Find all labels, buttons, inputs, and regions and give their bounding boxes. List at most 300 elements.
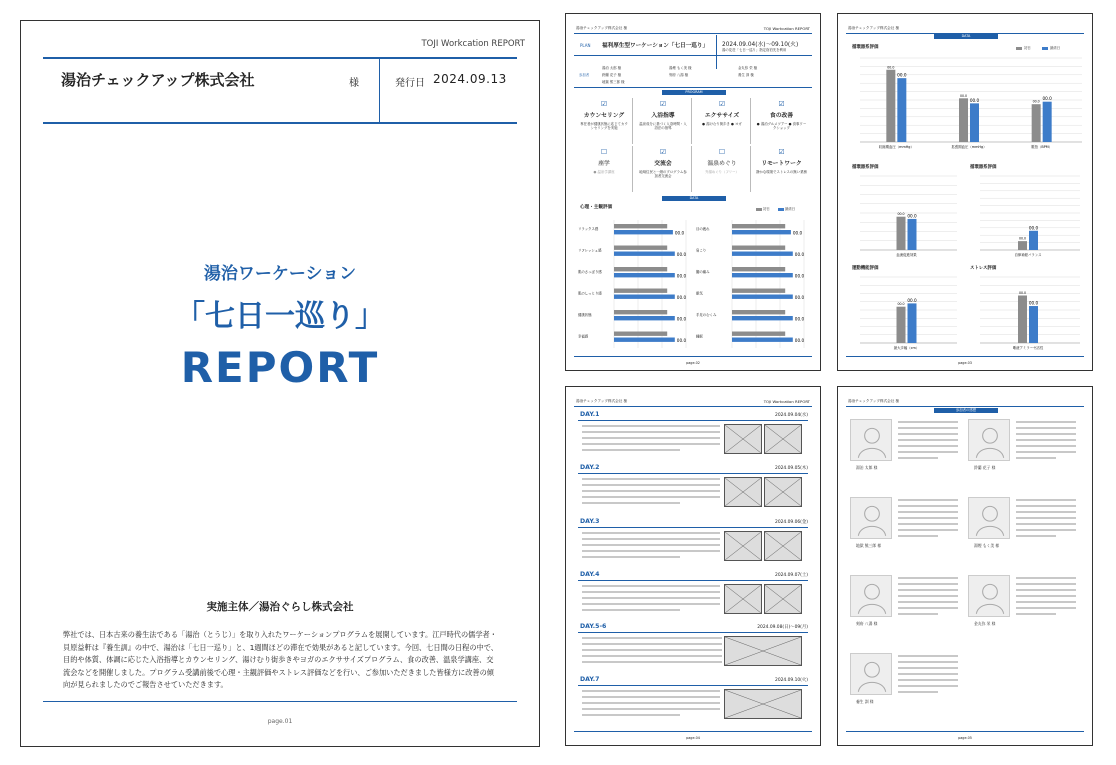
autonomic-chart (966, 172, 1084, 262)
text-line (898, 505, 958, 507)
data-label: 00.0 (897, 212, 905, 217)
program-name: 温泉めぐり (707, 161, 737, 167)
text-line (898, 427, 958, 429)
chart-label: 00.0 (794, 316, 805, 322)
text-line (898, 667, 958, 669)
day-date: 2024.09.07(土) (775, 573, 808, 578)
data-label: 00.0 (907, 297, 917, 303)
chart-label: 00.0 (794, 273, 805, 279)
chart-label: 肩こり (696, 248, 707, 253)
avatar-icon (850, 419, 892, 461)
photo-placeholder-icon (724, 636, 802, 666)
chart-bar (1029, 306, 1038, 343)
data-page (837, 13, 1093, 371)
data-label: 00.0 (897, 72, 907, 78)
category-label: 唾液アミラーゼ活性 (1012, 346, 1044, 350)
text-line (582, 425, 720, 427)
chart-label: 00.0 (794, 252, 805, 257)
program-check-icon: ☑ (659, 100, 667, 108)
chart-bar (1018, 241, 1027, 250)
plan-label: PLAN (580, 43, 591, 48)
rule (846, 731, 1084, 732)
chart-label: 睡眠 (696, 334, 703, 339)
legend-after: 最終日 (785, 207, 796, 211)
chart-bar (614, 295, 675, 299)
motor-chart (846, 273, 961, 355)
page-number: page.02 (686, 361, 700, 365)
text-line (898, 445, 958, 447)
program-item (753, 146, 810, 192)
text-line (898, 451, 958, 453)
person-name: 湯治 太郎 様 (856, 465, 878, 470)
day-rule (578, 473, 808, 474)
text-line (582, 649, 722, 651)
title-line1: 湯治ワーケーション (203, 264, 357, 284)
program-item (635, 98, 692, 144)
text-line (1016, 535, 1056, 537)
day-date: 2024.09.06(金) (775, 520, 808, 525)
text-line (898, 691, 938, 693)
page-number: page.04 (686, 736, 700, 740)
data-label: 00.0 (1018, 236, 1027, 241)
text-line (898, 517, 958, 519)
person-name: 湯煙 もく美 様 (974, 543, 1000, 548)
program-desc: 温泉成分に基づく入浴時間・入浴法の指導 (639, 122, 687, 131)
company-small: 湯治チェックアップ株式会社 様 (848, 26, 900, 30)
divider (379, 59, 380, 123)
text-line (582, 544, 720, 546)
legend-before: 初日 (1024, 46, 1031, 50)
program-check-icon: ☐ (600, 148, 608, 156)
day-rule (578, 527, 808, 528)
photo-placeholder-icon (764, 584, 802, 614)
text-line (582, 591, 720, 593)
photo-placeholder-icon (764, 424, 802, 454)
text-line (898, 535, 938, 537)
header-rule (43, 122, 517, 124)
rule (574, 731, 812, 732)
chart-label: 肌のさっぱり感 (578, 270, 602, 274)
text-line (1016, 433, 1076, 435)
chart5-title: ストレス評価 (970, 266, 997, 271)
day-date: 2024.09.04(水) (775, 413, 808, 418)
chart-label: 00.0 (676, 338, 687, 343)
text-line (582, 538, 720, 540)
chart-bar (614, 338, 675, 342)
chart-bar (614, 246, 667, 250)
program-item (576, 146, 633, 192)
text-line (582, 449, 680, 451)
chart-bar (614, 252, 675, 256)
text-line (582, 550, 720, 552)
person-name: 刻府 八湯 様 (856, 621, 878, 626)
program-item (576, 98, 633, 144)
day-label: DAY.4 (580, 571, 600, 578)
program-page (565, 13, 821, 371)
chart-bar (886, 70, 895, 142)
chart-bar (732, 316, 793, 320)
chart-bar (732, 273, 793, 277)
chart-label: 00.0 (794, 295, 805, 300)
program-check-icon: ☑ (778, 148, 785, 156)
text-line (1016, 439, 1076, 441)
program-desc: ● 湯治グルメツアー ● 食事ワークショップ (756, 122, 807, 131)
avatar-icon (850, 575, 892, 617)
rule (574, 55, 812, 56)
text-line (582, 643, 722, 645)
day-date: 2024.09.08(日)～09(月) (757, 625, 808, 630)
data-banner: DATA (662, 196, 726, 201)
legend-before-swatch (756, 208, 762, 211)
text-line (898, 607, 958, 609)
chart-bar (897, 78, 906, 142)
text-line (1016, 511, 1076, 513)
text-line (898, 511, 958, 513)
data-label: 00.0 (1042, 96, 1052, 102)
participant: 刻府 八湯 様 (669, 73, 689, 77)
chart-bar (614, 267, 667, 271)
text-line (582, 437, 720, 439)
chart-bar (908, 303, 917, 343)
text-line (582, 708, 720, 710)
text-line (582, 609, 680, 611)
person-name: 鈴蘭 花子 様 (974, 465, 996, 470)
chart-label: 00.0 (674, 230, 685, 236)
title-line3: REPORT (180, 343, 380, 392)
photo-placeholder-icon (724, 477, 762, 507)
data-label: 00.0 (887, 65, 895, 70)
psych-title: 心理・主観評価 (580, 205, 613, 210)
plan-title: 福利厚生型ワーケーション「七日一巡り」 (602, 43, 709, 49)
person-name: 養生 訓 様 (856, 699, 874, 704)
day-rule (578, 580, 808, 581)
chart-label: リフレッシュ感 (578, 248, 602, 253)
chart-label: 健康状態 (578, 313, 592, 317)
text-line (1016, 529, 1076, 531)
photo-placeholder-icon (724, 424, 762, 454)
text-line (898, 421, 958, 423)
chart2-title: 循環器系評価 (852, 165, 879, 170)
data-label: 00.0 (1028, 300, 1039, 306)
page-number: page.03 (958, 361, 972, 365)
text-line (898, 613, 938, 615)
participant: 地獄 熊三郎 様 (602, 80, 625, 84)
issue-date: 2024.09.13 (433, 72, 507, 86)
cover-body: 弊社では、日本古来の養生法である「湯治（とうじ）」を取り入れたワーケーションプログラムを展開しています。江戸時代の儒学者・貝原益軒は『養生訓』の中で、湯治は「七日一巡り」と、1週間ほどの滞在で効果があると記しています。今回、七日間の日程の中で、目的や体質、体調に応じた入浴指導とカウンセリング、湯けむり街歩きやヨガのエクササイズプログラム、食の改善、温泉学講座、交流会などを開催しました。プログラム受講前後で心理・主観評価やストレス評価などを行い、ご参加いただきました皆様方に改善の傾向が見られましたのでご報告させていただきます。 (63, 630, 498, 689)
day-rule (578, 632, 808, 633)
program-item (753, 98, 810, 144)
participant: 金丸弥 栄 様 (738, 66, 758, 70)
sama: 様 (349, 78, 359, 89)
participant: 湯治 太郎 様 (602, 66, 622, 70)
text-line (582, 502, 680, 504)
program-desc: 外湯めぐり（フリー） (705, 170, 739, 174)
psych-chart (574, 214, 814, 354)
text-line (898, 685, 958, 687)
chart-label: 00.0 (676, 252, 687, 257)
participant: 湯煙 もく美 様 (669, 66, 692, 70)
chart-bar (1043, 102, 1052, 142)
data-label: 00.0 (969, 97, 980, 103)
plan-sub: 湯の花荘「七日一巡り」指定宿泊先を利用 (722, 48, 787, 52)
stress-chart (966, 273, 1084, 355)
program-check-icon: ☐ (718, 148, 726, 156)
program-desc: 地域住民と一緒のプログラム参加者交流会 (639, 170, 687, 179)
chart-bar (1029, 231, 1038, 250)
rule (574, 406, 812, 407)
program-banner: PROGRAM (662, 90, 726, 95)
chart-bar (732, 338, 793, 342)
text-line (1016, 577, 1076, 579)
text-line (898, 589, 958, 591)
chart-bar (970, 103, 979, 142)
data-banner: DATA (934, 34, 998, 39)
text-line (1016, 517, 1076, 519)
text-line (582, 532, 720, 534)
text-line (898, 529, 958, 531)
category-label: 血流促進効果 (896, 253, 917, 257)
program-item (694, 98, 751, 144)
chart3-title: 循環器系評価 (970, 165, 997, 170)
text-line (898, 577, 958, 579)
chart-bar (614, 310, 667, 314)
blood-flow-chart (846, 172, 961, 262)
page-number: page.05 (958, 736, 972, 740)
category-label: 拡張期血圧（mmHg） (951, 145, 987, 149)
data-label: 00.0 (907, 213, 917, 219)
chart-bar (732, 224, 785, 228)
text-line (898, 673, 958, 675)
day-rule (578, 685, 808, 686)
data-label: 00.0 (1028, 225, 1039, 231)
text-line (898, 661, 958, 663)
text-line (582, 443, 720, 445)
text-line (1016, 607, 1076, 609)
day-rule (578, 420, 808, 421)
text-line (898, 433, 958, 435)
photo-placeholder-icon (724, 584, 762, 614)
participants-label: 参加者 (579, 73, 590, 77)
category-label: 最大歩幅（cm） (893, 346, 920, 350)
legend-after-swatch (1042, 47, 1048, 50)
chart-label: 腰の痛み (696, 270, 710, 274)
chart-bar (732, 289, 785, 293)
text-line (1016, 583, 1076, 585)
feedback-banner: 参加者の感想 (934, 408, 998, 413)
text-line (582, 603, 720, 605)
text-line (898, 679, 958, 681)
chart-label: 00.0 (792, 230, 803, 236)
text-line (898, 595, 958, 597)
text-line (1016, 499, 1076, 501)
rule (574, 356, 812, 357)
text-line (582, 585, 720, 587)
chart-bar (614, 289, 667, 293)
program-name: 座学 (598, 161, 610, 167)
day-label: DAY.2 (580, 464, 600, 471)
day-label: DAY.7 (580, 676, 600, 683)
day-label: DAY.5-6 (580, 623, 607, 630)
day-date: 2024.09.05(木) (775, 466, 808, 471)
legend-after: 最終日 (1050, 46, 1061, 50)
chart-bar (614, 316, 675, 320)
chart-label: 目の疲れ (696, 227, 710, 231)
text-line (1016, 589, 1076, 591)
text-line (1016, 451, 1076, 453)
chart-label: 幸福感 (578, 334, 589, 339)
chart-label: 肌のしっとり感 (578, 291, 602, 296)
chart-label: 眠気 (696, 291, 703, 296)
top-rule (43, 57, 517, 59)
text-line (898, 457, 938, 459)
chart4-title: 運動機能評価 (852, 266, 879, 271)
program-grid (576, 98, 812, 194)
legend-after-swatch (778, 208, 784, 211)
text-line (1016, 601, 1076, 603)
data-label: 00.0 (1018, 290, 1027, 295)
chart-label: リラックス感 (578, 227, 599, 231)
chart-bar (614, 230, 673, 234)
avatar-icon (968, 419, 1010, 461)
chart-label: 00.0 (676, 273, 687, 279)
text-line (1016, 427, 1076, 429)
program-item (635, 146, 692, 192)
title-line2: 「七日一巡り」 (175, 299, 385, 334)
text-line (898, 583, 958, 585)
report-label: TOJI Workcation REPORT (421, 39, 525, 49)
participant: 養生 訓 様 (738, 73, 754, 77)
text-line (898, 655, 958, 657)
program-name: リモートワーク (761, 161, 802, 167)
chart-label: 00.0 (794, 338, 805, 343)
text-line (1016, 595, 1076, 597)
text-line (582, 655, 722, 657)
legend-before-swatch (1016, 47, 1022, 50)
text-line (582, 690, 720, 692)
text-line (1016, 421, 1076, 423)
text-line (1016, 457, 1056, 459)
divider (716, 35, 717, 69)
company-name: 湯治チェックアップ株式会社 (61, 71, 255, 89)
text-line (582, 597, 720, 599)
chart-bar (732, 230, 791, 234)
photo-placeholder-icon (764, 531, 802, 561)
program-check-icon: ☑ (600, 100, 608, 108)
plan-date: 2024.09.04(水)～09.10(火) (722, 42, 799, 48)
program-desc: 専任者が健康状態に応じてカウンセリングを実施 (580, 122, 628, 131)
text-line (898, 439, 958, 441)
program-name: 入浴指導 (651, 113, 675, 119)
text-line (898, 499, 958, 501)
chart-bar (732, 332, 785, 336)
chart-bar (614, 332, 667, 336)
text-line (582, 714, 680, 716)
text-line (582, 490, 720, 492)
category-label: 脈拍（BPM） (1031, 145, 1053, 149)
circulation-chart (846, 54, 1086, 154)
program-desc: ● 湯けむり街歩き ● ヨガ (702, 122, 742, 126)
chart-bar (897, 307, 906, 343)
chart-label: 00.0 (676, 295, 687, 300)
text-line (582, 478, 720, 480)
company-small: 湯治チェックアップ株式会社 様 (576, 26, 628, 30)
text-line (898, 523, 958, 525)
chart-bar (1032, 104, 1041, 142)
feedback-page (837, 386, 1093, 746)
chart-bar (732, 252, 793, 256)
program-desc: 静かな環境でストレスの無い業務 (756, 170, 807, 174)
text-line (582, 661, 722, 663)
avatar-icon (850, 497, 892, 539)
program-name: カウンセリング (583, 113, 625, 119)
chart-bar (732, 310, 785, 314)
chart-bar (614, 224, 667, 228)
data-label: 00.0 (959, 93, 968, 98)
participant: 鈴蘭 花子 様 (602, 73, 622, 77)
chart-bar (959, 98, 968, 142)
text-line (582, 702, 720, 704)
program-item (694, 146, 751, 192)
chart-bar (732, 267, 785, 271)
avatar-icon (968, 575, 1010, 617)
text-line (1016, 505, 1076, 507)
chart-bar (897, 217, 906, 250)
text-line (898, 601, 958, 603)
text-line (1016, 523, 1076, 525)
cover-page (20, 20, 540, 747)
text-line (582, 696, 720, 698)
category-label: 収縮期血圧（mmHg） (878, 145, 914, 149)
day-label: DAY.3 (580, 518, 600, 525)
program-check-icon: ☑ (659, 148, 667, 156)
day-date: 2024.09.10(火) (775, 678, 808, 683)
category-label: 自律神経バランス (1014, 253, 1042, 257)
data-label: 00.0 (1032, 99, 1040, 104)
organizer: 実施主体／湯治ぐらし株式会社 (206, 601, 354, 613)
person-name: 金丸弥 栄 様 (974, 621, 996, 626)
text-line (582, 484, 720, 486)
rule (574, 33, 812, 34)
program-check-icon: ☑ (778, 100, 785, 108)
chart1-title: 循環器系評価 (852, 45, 879, 50)
avatar-icon (968, 497, 1010, 539)
program-name: エクササイズ (704, 113, 740, 119)
text-line (1016, 445, 1076, 447)
company-small: 湯治チェックアップ株式会社 様 (576, 399, 628, 403)
rule (846, 356, 1084, 357)
program-name: 交流会 (654, 161, 672, 167)
page-number: page.01 (267, 718, 293, 725)
program-name: 食の改善 (769, 113, 794, 119)
chart-bar (908, 219, 917, 250)
chart-label: 00.0 (676, 316, 687, 322)
text-line (582, 556, 680, 558)
avatar-icon (850, 653, 892, 695)
chart-bar (614, 273, 675, 277)
person-name: 地獄 熊三郎 様 (856, 543, 882, 548)
legend-before: 初日 (763, 207, 770, 211)
program-check-icon: ☑ (718, 100, 726, 108)
text-line (1016, 613, 1056, 615)
chart-bar (1018, 295, 1027, 343)
daily-page (565, 386, 821, 746)
program-desc: ● 温泉学講座 (593, 170, 615, 174)
day-label: DAY.1 (580, 411, 600, 418)
text-line (582, 637, 722, 639)
chart-label: 手足のむくみ (696, 313, 717, 317)
photo-placeholder-icon (724, 531, 762, 561)
text-line (582, 431, 720, 433)
